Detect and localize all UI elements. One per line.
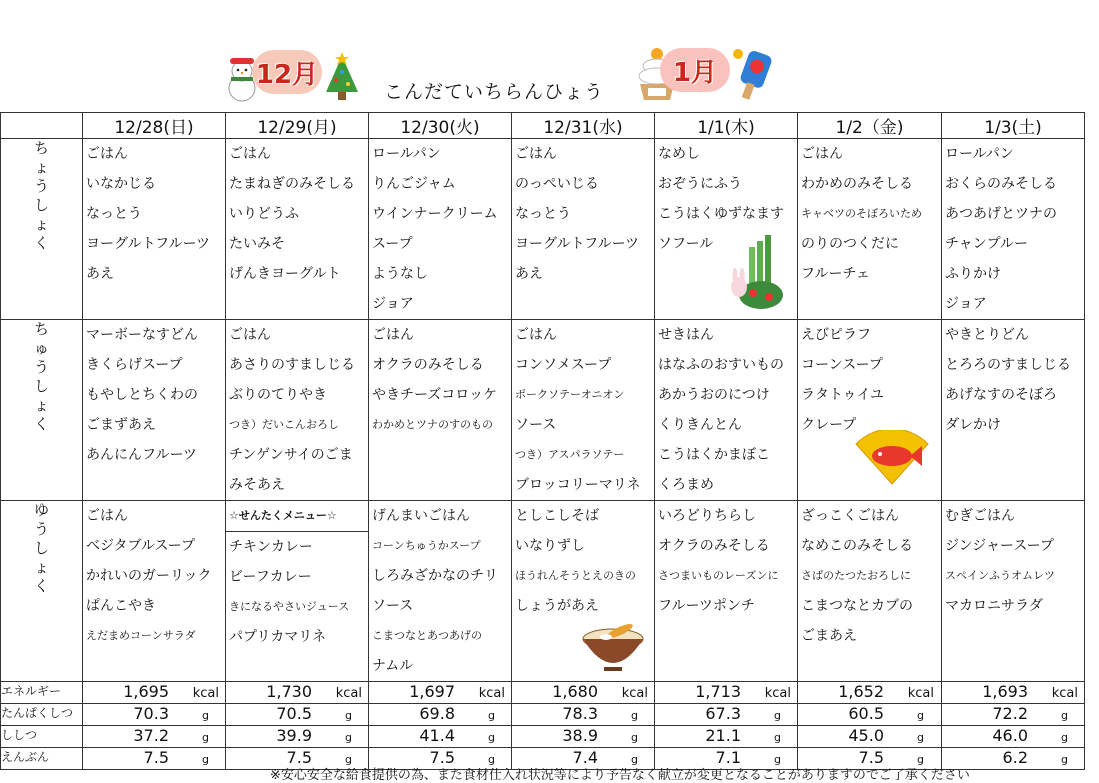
date-header: 1/1(木)	[655, 113, 798, 139]
menu-item: チキンカレー	[226, 531, 368, 562]
menu-item: いりどうふ	[229, 206, 299, 222]
menu-item: とろろのすましじる	[945, 357, 1071, 373]
menu-cell	[655, 501, 798, 682]
menu-item: ポークソテーオニオン	[515, 388, 625, 401]
date-row	[1, 113, 1085, 139]
menu-item: なめし	[658, 146, 700, 162]
menu-item: ジンジャースープ	[945, 538, 1054, 554]
menu-item: チンゲンサイのごま	[229, 447, 353, 463]
month-badge-january: 1月	[660, 48, 730, 92]
menu-cell	[655, 320, 798, 501]
nutrition-cell: 37.2 g	[83, 726, 226, 748]
menu-item: ぱんこやき	[86, 598, 156, 614]
menu-item: ソース	[515, 417, 557, 433]
breakfast-row	[1, 139, 1085, 320]
menu-item: ふりかけ	[945, 266, 1001, 282]
nutrition-cell: 1,693 kcal	[942, 682, 1085, 704]
meal-label-dinner: ゆ う し ょ く	[1, 501, 83, 682]
nutrition-cell: 7.5 g	[83, 748, 226, 770]
menu-item: おくらのみそしる	[945, 176, 1057, 192]
menu-cell	[942, 320, 1085, 501]
menu-item: ごはん	[86, 508, 128, 524]
menu-cell	[83, 139, 226, 320]
menu-item: クレープ	[801, 417, 857, 433]
menu-item: こうはくかまぼこ	[658, 447, 770, 463]
menu-cell	[942, 501, 1085, 682]
menu-item: としこしそば	[515, 508, 599, 524]
menu-item: ぶりのてりやき	[229, 387, 327, 403]
date-header: 12/31(水)	[512, 113, 655, 139]
menu-item: やきチーズコロッケ	[372, 387, 498, 403]
menu-item: コンソメスープ	[515, 357, 612, 373]
menu-cell	[226, 501, 369, 682]
menu-cell	[942, 139, 1085, 320]
menu-item: コーンちゅうかスープ	[372, 539, 481, 552]
menu-item: のっぺいじる	[515, 176, 599, 192]
menu-item: ソフール	[658, 236, 714, 252]
kadomatsu-icon	[727, 235, 791, 315]
nutrition-row-fat	[1, 726, 1085, 748]
nutrition-cell: 7.5 g	[226, 748, 369, 770]
menu-item: げんきヨーグルト	[229, 266, 341, 282]
menu-item: やきとりどん	[945, 327, 1029, 343]
menu-item: しょうがあえ	[515, 598, 599, 614]
menu-item: せきはん	[658, 327, 714, 343]
nutrition-cell: 6.2 g	[942, 748, 1085, 770]
menu-item: なっとう	[515, 206, 571, 222]
menu-item: きになるやさいジュース	[229, 600, 350, 613]
menu-item: ジョア	[945, 296, 987, 312]
menu-item: たまねぎのみそしる	[229, 176, 355, 192]
nutrition-label: エネルギー	[1, 682, 83, 704]
meal-label-breakfast: ち ょ う し ょ く	[1, 139, 83, 320]
menu-item: くろまめ	[658, 477, 714, 493]
menu-item: いなりずし	[515, 538, 585, 554]
menu-cell	[83, 320, 226, 501]
menu-item: ナムル	[372, 658, 414, 674]
menu-item: こまつなとカブの	[801, 598, 913, 614]
menu-item: むぎごはん	[945, 508, 1015, 524]
menu-table	[0, 112, 1085, 770]
menu-item: つき）アスパラソテー	[515, 448, 625, 461]
nutrition-cell: 21.1 g	[655, 726, 798, 748]
menu-item: はなふのおすいもの	[658, 357, 784, 373]
menu-cell	[798, 320, 942, 501]
nutrition-cell: 1,652 kcal	[798, 682, 942, 704]
menu-item: ごはん	[229, 146, 271, 162]
menu-item: ソース	[372, 598, 414, 614]
menu-item: ざっこくごはん	[801, 508, 899, 524]
nutrition-cell: 69.8 g	[369, 704, 512, 726]
menu-cell	[512, 501, 655, 682]
nutrition-cell: 70.3 g	[83, 704, 226, 726]
sea-bream-fan-icon	[852, 430, 932, 488]
date-header: 12/29(月)	[226, 113, 369, 139]
menu-item: かれいのガーリック	[86, 568, 212, 584]
menu-item: ようなし	[372, 266, 428, 282]
menu-item: おぞうにふう	[658, 176, 742, 192]
nutrition-cell: 1,697 kcal	[369, 682, 512, 704]
menu-item: オクラのみそしる	[372, 357, 484, 373]
menu-item: マカロニサラダ	[945, 598, 1043, 614]
menu-cell	[369, 139, 512, 320]
menu-item: スペインふうオムレツ	[945, 569, 1055, 582]
nutrition-cell: 7.4 g	[512, 748, 655, 770]
menu-item: フルーツポンチ	[658, 598, 755, 614]
menu-cell	[226, 139, 369, 320]
header	[0, 0, 1099, 112]
menu-item: ラタトゥイユ	[801, 387, 884, 403]
meal-label-lunch: ち ゅ う し ょ く	[1, 320, 83, 501]
nutrition-cell: 72.2 g	[942, 704, 1085, 726]
nutrition-cell: 46.0 g	[942, 726, 1085, 748]
menu-item: チャンプルー	[945, 236, 1029, 252]
footer-note: ※安心安全な給食提供の為、また食材仕入れ状況等により予告なく献立が変更となることがありますのでご了承ください	[270, 768, 970, 783]
nutrition-cell: 7.5 g	[369, 748, 512, 770]
menu-cell	[83, 501, 226, 682]
menu-item: ごはん	[372, 327, 414, 343]
menu-item: ごまあえ	[801, 628, 857, 644]
menu-item: あかうおのにつけ	[658, 387, 770, 403]
menu-item: スープ	[372, 236, 413, 252]
menu-item: りんごジャム	[372, 176, 456, 192]
menu-cell	[512, 320, 655, 501]
menu-item: もやしとちくわの	[86, 387, 198, 403]
menu-item: のりのつくだに	[801, 236, 899, 252]
month-badge-december: 12月	[252, 50, 322, 94]
menu-item: たいみそ	[229, 236, 285, 252]
menu-item: こまつなとあつあげの	[372, 629, 482, 642]
dinner-row	[1, 501, 1085, 682]
selection-menu-label: ☆せんたくメニュー☆	[229, 509, 337, 522]
menu-item: あさりのすましじる	[229, 357, 355, 373]
nutrition-cell: 1,695 kcal	[83, 682, 226, 704]
menu-item: わかめとツナのすのもの	[372, 418, 493, 431]
soba-bowl-icon	[580, 613, 646, 673]
menu-cell	[369, 501, 512, 682]
hagoita-icon	[732, 46, 776, 104]
nutrition-label: えんぶん	[1, 748, 83, 770]
nutrition-cell: 70.5 g	[226, 704, 369, 726]
menu-item: ウインナークリーム	[372, 206, 498, 222]
menu-cell	[798, 139, 942, 320]
nutrition-row-energy	[1, 682, 1085, 704]
nutrition-cell: 7.5 g	[798, 748, 942, 770]
nutrition-label: たんぱくしつ	[1, 704, 83, 726]
menu-item: みそあえ	[229, 477, 285, 493]
menu-item: ヨーグルトフルーツ	[515, 236, 640, 252]
menu-cell	[369, 320, 512, 501]
lunch-row	[1, 320, 1085, 501]
nutrition-cell: 45.0 g	[798, 726, 942, 748]
menu-item: わかめのみそしる	[801, 176, 913, 192]
menu-item: きくらげスープ	[86, 357, 183, 373]
menu-item: あつあげとツナの	[945, 206, 1057, 222]
nutrition-cell: 1,713 kcal	[655, 682, 798, 704]
menu-item: えだまめコーンサラダ	[86, 629, 196, 642]
menu-item: えびピラフ	[801, 327, 871, 343]
christmas-tree-icon	[322, 52, 362, 102]
menu-cell	[798, 501, 942, 682]
menu-item: ダレかけ	[945, 417, 1001, 433]
nutrition-cell: 60.5 g	[798, 704, 942, 726]
date-header: 12/28(日)	[83, 113, 226, 139]
menu-item: フルーチェ	[801, 266, 871, 282]
corner-cell	[1, 113, 83, 139]
menu-item: ほうれんそうとえのきの	[515, 569, 636, 582]
menu-item: マーボーなすどん	[86, 327, 198, 343]
nutrition-cell: 39.9 g	[226, 726, 369, 748]
nutrition-cell: 1,680 kcal	[512, 682, 655, 704]
nutrition-cell: 41.4 g	[369, 726, 512, 748]
menu-item: さばのたつたおろしに	[801, 569, 911, 582]
menu-item: ごまずあえ	[86, 417, 156, 433]
menu-item: ヨーグルトフルーツ	[86, 236, 211, 252]
nutrition-cell: 1,730 kcal	[226, 682, 369, 704]
menu-item: ごはん	[86, 146, 128, 162]
menu-item: こうはくゆずなます	[658, 206, 784, 222]
menu-item: ごはん	[515, 327, 557, 343]
menu-item: ブロッコリーマリネ	[515, 477, 641, 493]
menu-item: あえ	[515, 266, 543, 282]
menu-item: ジョア	[372, 296, 414, 312]
menu-item: なっとう	[86, 206, 142, 222]
nutrition-row-protein	[1, 704, 1085, 726]
menu-item: ごはん	[801, 146, 843, 162]
menu-item: なめこのみそしる	[801, 538, 913, 554]
menu-item: くりきんとん	[658, 417, 742, 433]
menu-item: げんまいごはん	[372, 508, 470, 524]
nutrition-cell: 7.1 g	[655, 748, 798, 770]
page-title: こんだていちらんひょう	[384, 81, 605, 103]
menu-item: しろみざかなのチリ	[372, 568, 498, 584]
date-header: 1/2（金)	[798, 113, 942, 139]
date-header: 1/3(土)	[942, 113, 1085, 139]
menu-item: キャベツのそぼろいため	[801, 207, 922, 220]
menu-item: あんにんフルーツ	[86, 447, 197, 463]
menu-item: ロールパン	[945, 146, 1014, 162]
menu-item: ごはん	[229, 327, 271, 343]
nutrition-cell: 38.9 g	[512, 726, 655, 748]
menu-item: ごはん	[515, 146, 557, 162]
menu-item: あえ	[86, 266, 114, 282]
menu-item: ロールパン	[372, 146, 441, 162]
menu-item: ビーフカレー	[229, 569, 312, 585]
menu-item: あげなすのそぼろ	[945, 387, 1057, 403]
menu-item: つき）だいこんおろし	[229, 418, 339, 431]
menu-cell	[655, 139, 798, 320]
nutrition-cell: 67.3 g	[655, 704, 798, 726]
menu-item: いなかじる	[86, 176, 156, 192]
nutrition-label: ししつ	[1, 726, 83, 748]
menu-item: オクラのみそしる	[658, 538, 770, 554]
menu-item: いろどりちらし	[658, 508, 756, 524]
nutrition-cell: 78.3 g	[512, 704, 655, 726]
menu-item: コーンスープ	[801, 357, 883, 373]
menu-cell	[226, 320, 369, 501]
date-header: 12/30(火)	[369, 113, 512, 139]
menu-item: パプリカマリネ	[229, 629, 327, 645]
menu-cell	[512, 139, 655, 320]
menu-item: さつまいものレーズンに	[658, 569, 779, 582]
menu-item: ベジタブルスープ	[86, 538, 196, 554]
